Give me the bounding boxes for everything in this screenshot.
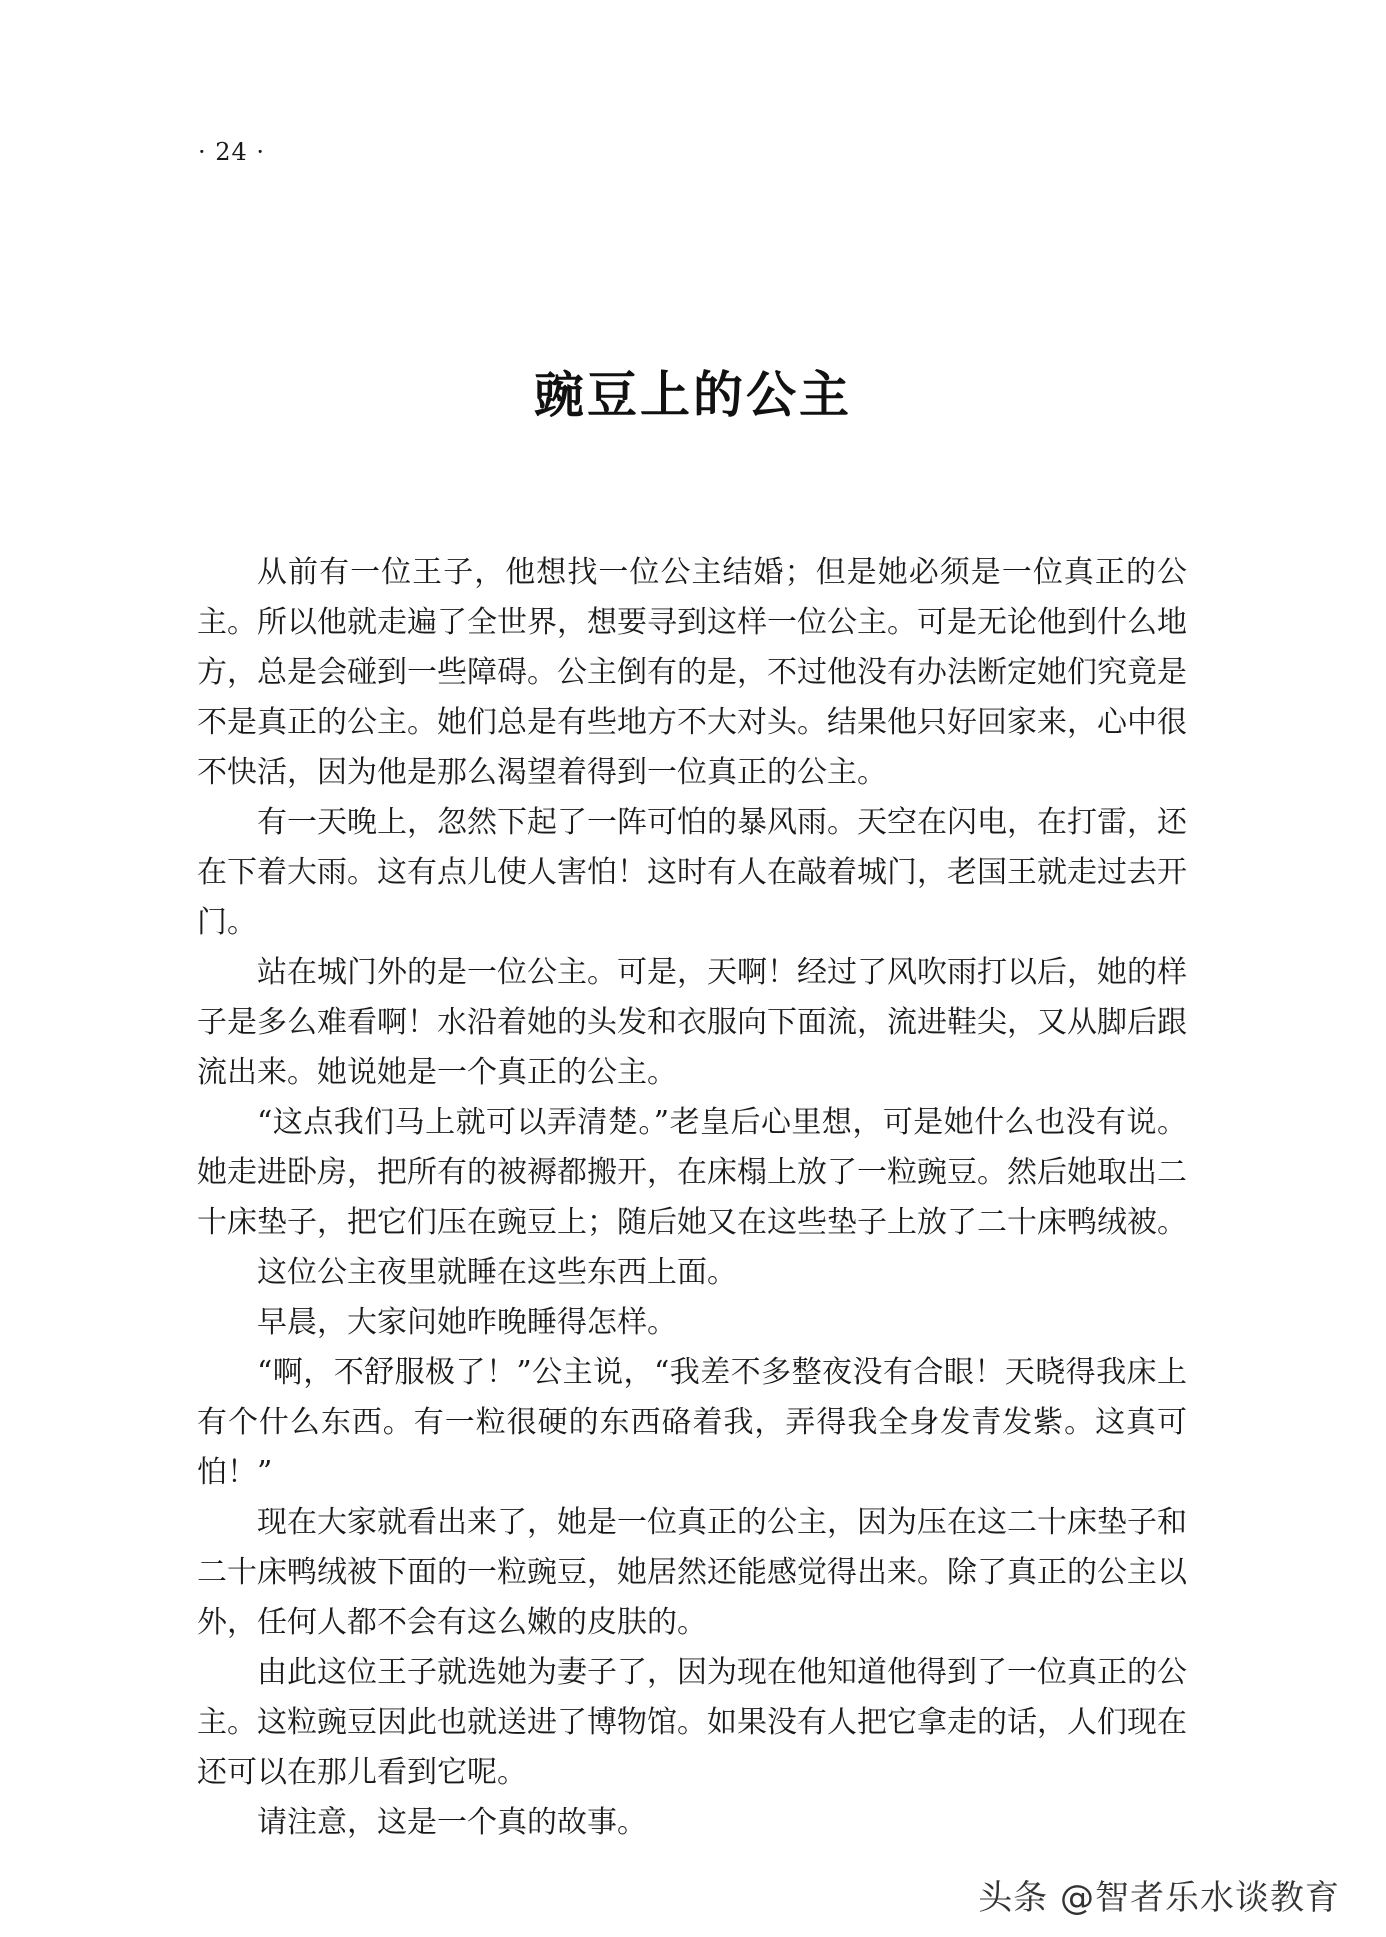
- paragraph: “这点我们马上就可以弄清楚。”老皇后心里想，可是她什么也没有说。她走进卧房，把所有的被褥都搬开，在床榻上放了一粒豌豆。然后她取出二十床垫子，把它们压在豌豆上；随后她又在这些垫子上放了二十床鸭绒被。: [197, 1105, 1187, 1240]
- paragraph: 有一天晚上，忽然下起了一阵可怕的暴风雨。天空在闪电，在打雷，还在下着大雨。这有点儿使人害怕！这时有人在敲着城门，老国王就走过去开门。: [197, 805, 1187, 940]
- page-number: · 24 ·: [198, 138, 266, 166]
- paragraph: 站在城门外的是一位公主。可是，天啊！经过了风吹雨打以后，她的样子是多么难看啊！水沿着她的头发和衣服向下面流，流进鞋尖，又从脚后跟流出来。她说她是一个真正的公主。: [197, 955, 1187, 1090]
- paragraph: 早晨，大家问她昨晚睡得怎样。: [257, 1305, 677, 1340]
- paragraph: 从前有一位王子，他想找一位公主结婚；但是她必须是一位真正的公主。所以他就走遍了全世界，想要寻到这样一位公主。可是无论他到什么地方，总是会碰到一些障碍。公主倒有的是，不过他没有办法断定她们究竟是不是真正的公主。她们总是有些地方不大对头。结果他只好回家来，心中很不快活，因为他是那么渴望着得到一位真正的公主。: [197, 555, 1187, 790]
- paragraph: 这位公主夜里就睡在这些东西上面。: [257, 1255, 737, 1290]
- watermark: 头条 @智者乐水谈教育: [978, 1878, 1340, 1918]
- story-title: 豌豆上的公主: [534, 365, 852, 424]
- paragraph: 由此这位王子就选她为妻子了，因为现在他知道他得到了一位真正的公主。这粒豌豆因此也就送进了博物馆。如果没有人把它拿走的话，人们现在还可以在那儿看到它呢。: [197, 1655, 1187, 1790]
- paragraph: 请注意，这是一个真的故事。: [257, 1805, 647, 1840]
- paragraph: “啊，不舒服极了！”公主说，“我差不多整夜没有合眼！天晓得我床上有个什么东西。有一粒很硬的东西硌着我，弄得我全身发青发紫。这真可怕！”: [197, 1355, 1187, 1490]
- paragraph: 现在大家就看出来了，她是一位真正的公主，因为压在这二十床垫子和二十床鸭绒被下面的一粒豌豆，她居然还能感觉得出来。除了真正的公主以外，任何人都不会有这么嫩的皮肤的。: [197, 1505, 1187, 1640]
- story-body: [197, 548, 1187, 1848]
